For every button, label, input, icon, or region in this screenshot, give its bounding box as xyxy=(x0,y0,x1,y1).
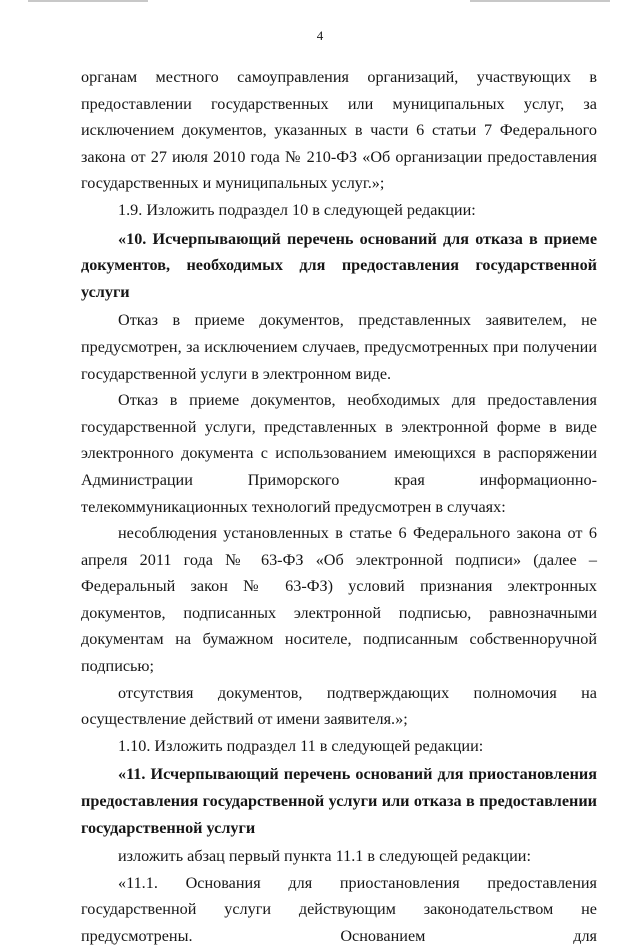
section-heading-11: «11. Исчерпывающий перечень оснований для приостановления предоставления государственной услуги или отказа в предоставлении государственной услуги xyxy=(81,765,597,837)
paragraph-item-1-9: 1.9. Изложить подраздел 10 в следующей редакции: xyxy=(118,200,476,219)
scan-edge-right xyxy=(470,0,610,2)
paragraph-noncompliance: несоблюдения установленных в статье 6 Федерального закона от 6 апреля 2011 года № 63-ФЗ «Об электронной подписи» (далее – Федеральный закон № 63-ФЗ) условий признания электронных документов, подписанных электронной подписью, равнозначными документам на бумажном носителе, подписанным собственноручной подписью; xyxy=(81,524,597,676)
paragraph-refusal-general: Отказ в приеме документов, представленных заявителем, не предусмотрен, за исключением случаев, предусмотренных при получении государственной услуги в электронном виде. xyxy=(81,311,597,383)
page-number: 4 xyxy=(316,28,324,43)
paragraph-amend-11-1: изложить абзац первый пункта 11.1 в следующей редакции: xyxy=(118,847,531,866)
paragraph-refusal-electronic: Отказ в приеме документов, необходимых для предоставления государственной услуги, представленных в электронной форме в виде электронного документа с использованием имеющихся в распоряжении Администрации Приморского края информационно-телекоммуникационных технологий предусмотрен в случаях: xyxy=(81,391,597,516)
paragraph-continuation: органам местного самоуправления организаций, участвующих в предоставлении государственных или муниципальных услуг, за исключением документов, указанных в части 6 статьи 7 Федерального закона от 27 июля 2010 года № 210-ФЗ «Об организации предоставления государственных и муниципальных услуг.»; xyxy=(81,68,597,193)
scan-edge-left xyxy=(28,0,148,2)
paragraph-item-1-10: 1.10. Изложить подраздел 11 в следующей редакции: xyxy=(118,736,484,755)
paragraph-missing-documents: отсутствия документов, подтверждающих полномочия на осуществление действий от имени заявителя.»; xyxy=(81,683,597,729)
section-heading-10: «10. Исчерпывающий перечень оснований для отказа в приеме документов, необходимых для предоставления государственной услуги xyxy=(81,229,597,301)
paragraph-11-1: «11.1. Основания для приостановления предоставления государственной услуги действующим законодательством не предусмотрены. Основанием для xyxy=(81,873,597,945)
document-body xyxy=(81,64,597,950)
